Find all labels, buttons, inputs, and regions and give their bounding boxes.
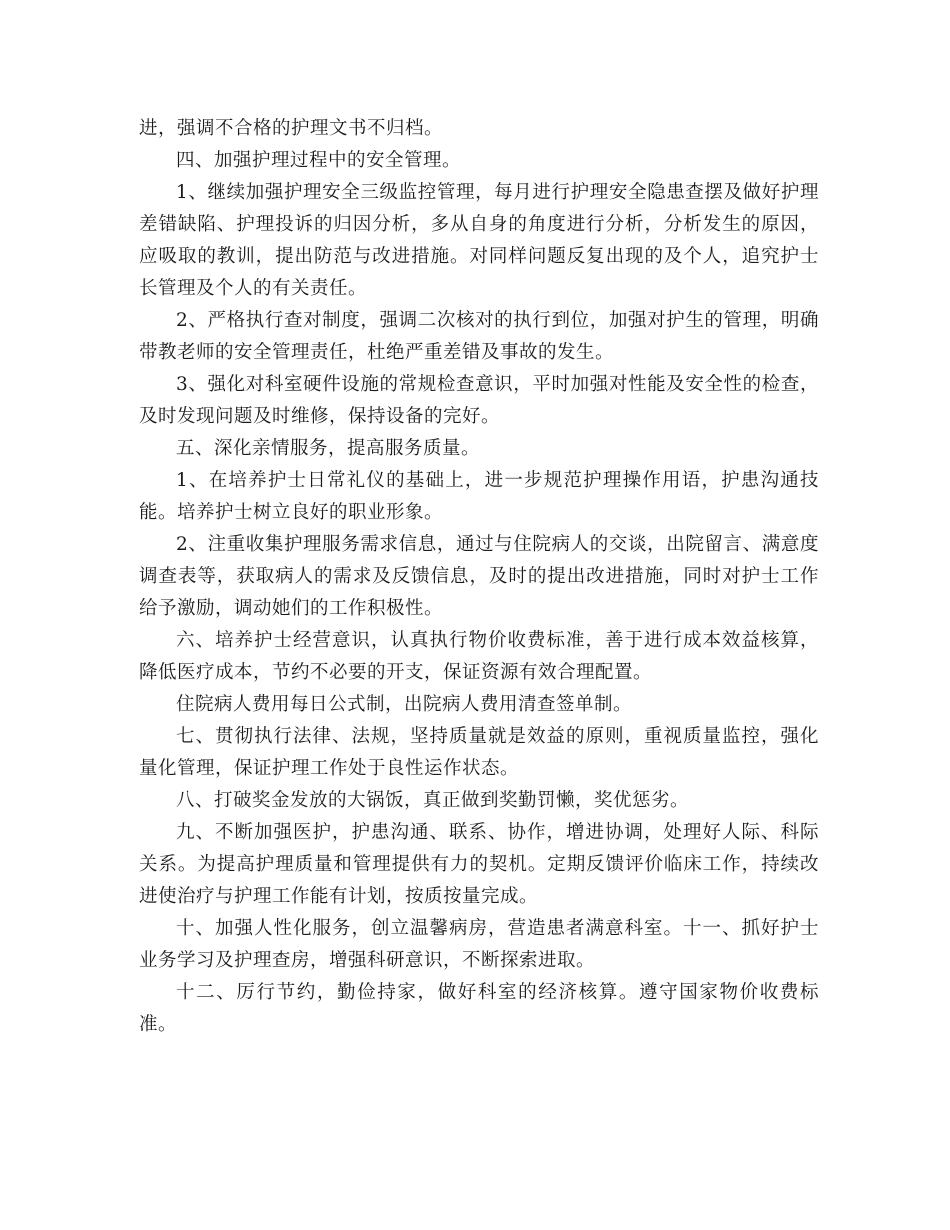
section-paragraph-8: 八、打破奖金发放的大锅饭，真正做到奖勤罚懒，奖优惩劣。 bbox=[176, 790, 690, 811]
paragraph-continuation: 进，强调不合格的护理文书不归档。 bbox=[139, 118, 444, 139]
section-paragraph-6: 六、培养护士经营意识，认真执行物价收费标准，善于进行成本效益核算，降低医疗成本，节约不必要的开支，保证资源有效合理配置。 bbox=[139, 630, 819, 683]
section-paragraph-10-11: 十、加强人性化服务，创立温馨病房，营造患者满意科室。十一、抓好护士业务学习及护理查房，增强科研意识，不断探索进取。 bbox=[139, 918, 819, 971]
document-body bbox=[139, 113, 819, 1041]
section-heading-5: 五、深化亲情服务，提高服务质量。 bbox=[176, 438, 481, 459]
paragraph-4-3: 3、强化对科室硬件设施的常规检查意识，平时加强对性能及安全性的检查，及时发现问题及时维修，保持设备的完好。 bbox=[139, 374, 819, 427]
paragraph-4-1: 1、继续加强护理安全三级监控管理，每月进行护理安全隐患查摆及做好护理差错缺陷、护理投诉的归因分析，多从自身的角度进行分析，分析发生的原因，应吸取的教训，提出防范与改进措施。对同样问题反复出现的及个人，追究护士长管理及个人的有关责任。 bbox=[139, 182, 819, 299]
section-paragraph-7: 七、贯彻执行法律、法规，坚持质量就是效益的原则，重视质量监控，强化量化管理，保证护理工作处于良性运作状态。 bbox=[139, 726, 819, 779]
section-heading-4: 四、加强护理过程中的安全管理。 bbox=[176, 150, 462, 171]
section-paragraph-9: 九、不断加强医护，护患沟通、联系、协作，增进协调，处理好人际、科际关系。为提高护理质量和管理提供有力的契机。定期反馈评价临床工作，持续改进使治疗与护理工作能有计划，按质按量完成。 bbox=[139, 822, 819, 907]
paragraph-5-2: 2、注重收集护理服务需求信息，通过与住院病人的交谈，出院留言、满意度调查表等，获取病人的需求及反馈信息，及时的提出改进措施，同时对护士工作给予激励，调动她们的工作积极性。 bbox=[139, 534, 819, 619]
paragraph-6-note: 住院病人费用每日公式制，出院病人费用清查签单制。 bbox=[176, 694, 633, 715]
paragraph-5-1: 1、在培养护士日常礼仪的基础上，进一步规范护理操作用语，护患沟通技能。培养护士树立良好的职业形象。 bbox=[139, 470, 819, 523]
section-paragraph-12: 十二、厉行节约，勤俭持家，做好科室的经济核算。遵守国家物价收费标准。 bbox=[139, 982, 819, 1035]
paragraph-4-2: 2、严格执行查对制度，强调二次核对的执行到位，加强对护生的管理，明确带教老师的安全管理责任，杜绝严重差错及事故的发生。 bbox=[139, 310, 819, 363]
